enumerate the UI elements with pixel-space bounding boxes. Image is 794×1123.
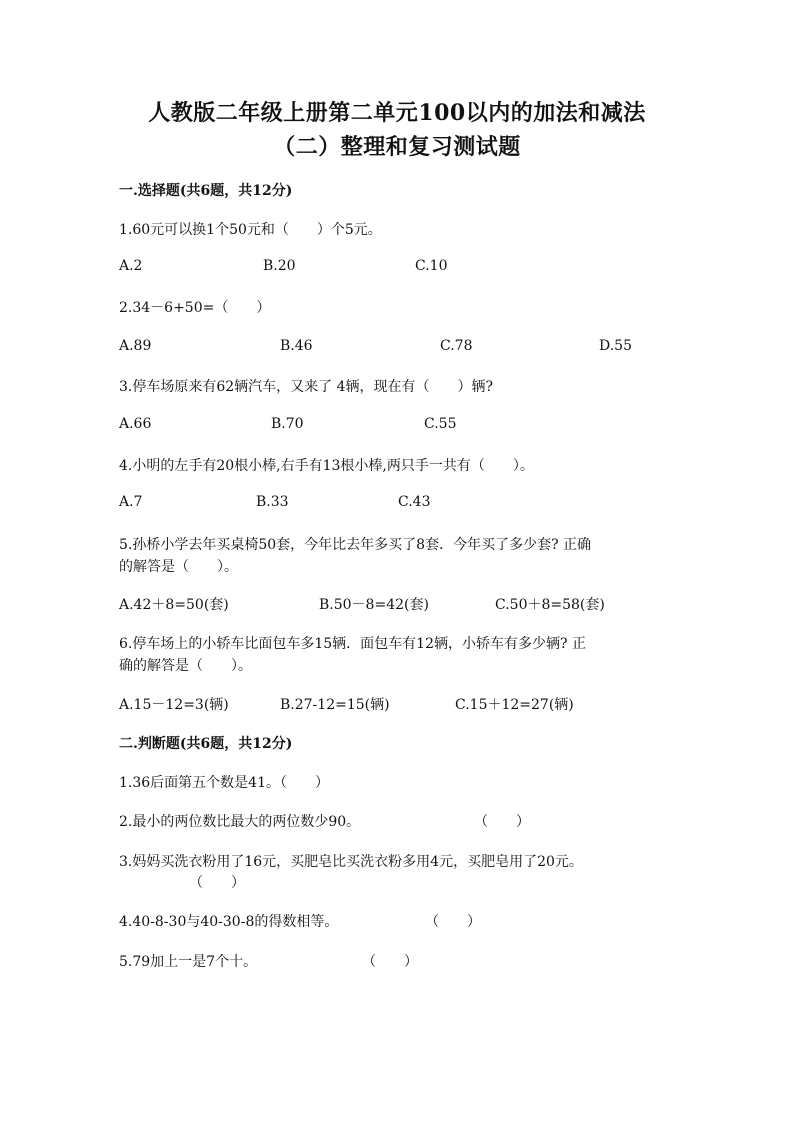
question-6-line-2: 确的解答是（ ）。 [119, 658, 252, 674]
option-4c: C.43 [398, 494, 431, 510]
option-4b: B.33 [256, 494, 289, 510]
judgment-2-paren: （ ） [474, 814, 530, 830]
question-2: 2.34－6+50=（ ） [119, 300, 271, 316]
judgment-2: 2.最小的两位数比最大的两位数少90。 [119, 814, 361, 830]
option-4a: A.7 [119, 494, 143, 510]
option-2a: A.89 [119, 338, 152, 354]
option-1b: B.20 [263, 258, 296, 274]
question-1: 1.60元可以换1个50元和（ ）个5元。 [119, 222, 382, 238]
option-1c: C.10 [415, 258, 448, 274]
option-6b: B.27-12=15(辆) [280, 697, 390, 713]
question-4: 4.小明的左手有20根小棒,右手有13根小棒,两只手一共有（ ）。 [119, 458, 534, 474]
option-2d: D.55 [599, 338, 632, 354]
question-6-line-1: 6.停车场上的小轿车比面包车多15辆．面包车有12辆，小轿车有多少辆? 正 [119, 636, 586, 652]
judgment-5-paren: （ ） [362, 954, 418, 970]
judgment-1: 1.36后面第五个数是41。（ ） [119, 775, 329, 791]
option-5b: B.50－8=42(套) [319, 597, 429, 613]
judgment-4-paren: （ ） [425, 914, 481, 930]
option-2b: B.46 [280, 338, 313, 354]
option-1a: A.2 [119, 258, 143, 274]
page-title-line-2: （二）整理和复习测试题 [273, 134, 521, 160]
page-title-line-1: 人教版二年级上册第二单元100以内的加法和减法 [148, 100, 646, 126]
section-heading-judgment: 二.判断题(共6题，共12分) [119, 736, 293, 752]
question-3: 3.停车场原来有62辆汽车，又来了 4辆，现在有（ ）辆? [119, 379, 494, 395]
option-3a: A.66 [119, 416, 152, 432]
option-3c: C.55 [424, 416, 457, 432]
option-6a: A.15－12=3(辆) [119, 697, 229, 713]
question-5-line-2: 的解答是（ ）。 [119, 559, 238, 575]
judgment-5: 5.79加上一是7个十。 [119, 954, 258, 970]
judgment-3-paren: （ ） [189, 875, 245, 891]
option-5a: A.42＋8=50(套) [119, 597, 229, 613]
option-3b: B.70 [271, 416, 304, 432]
question-5-line-1: 5.孙桥小学去年买桌椅50套，今年比去年多买了8套．今年买了多少套? 正确 [119, 537, 592, 553]
option-2c: C.78 [440, 338, 473, 354]
judgment-4: 4.40-8-30与40-30-8的得数相等。 [119, 914, 339, 930]
judgment-3: 3.妈妈买洗衣粉用了16元，买肥皂比买洗衣粉多用4元，买肥皂用了20元。 [119, 854, 583, 870]
option-5c: C.50＋8=58(套) [495, 597, 605, 613]
option-6c: C.15＋12=27(辆) [455, 697, 574, 713]
section-heading-choice: 一.选择题(共6题，共12分) [119, 183, 293, 199]
